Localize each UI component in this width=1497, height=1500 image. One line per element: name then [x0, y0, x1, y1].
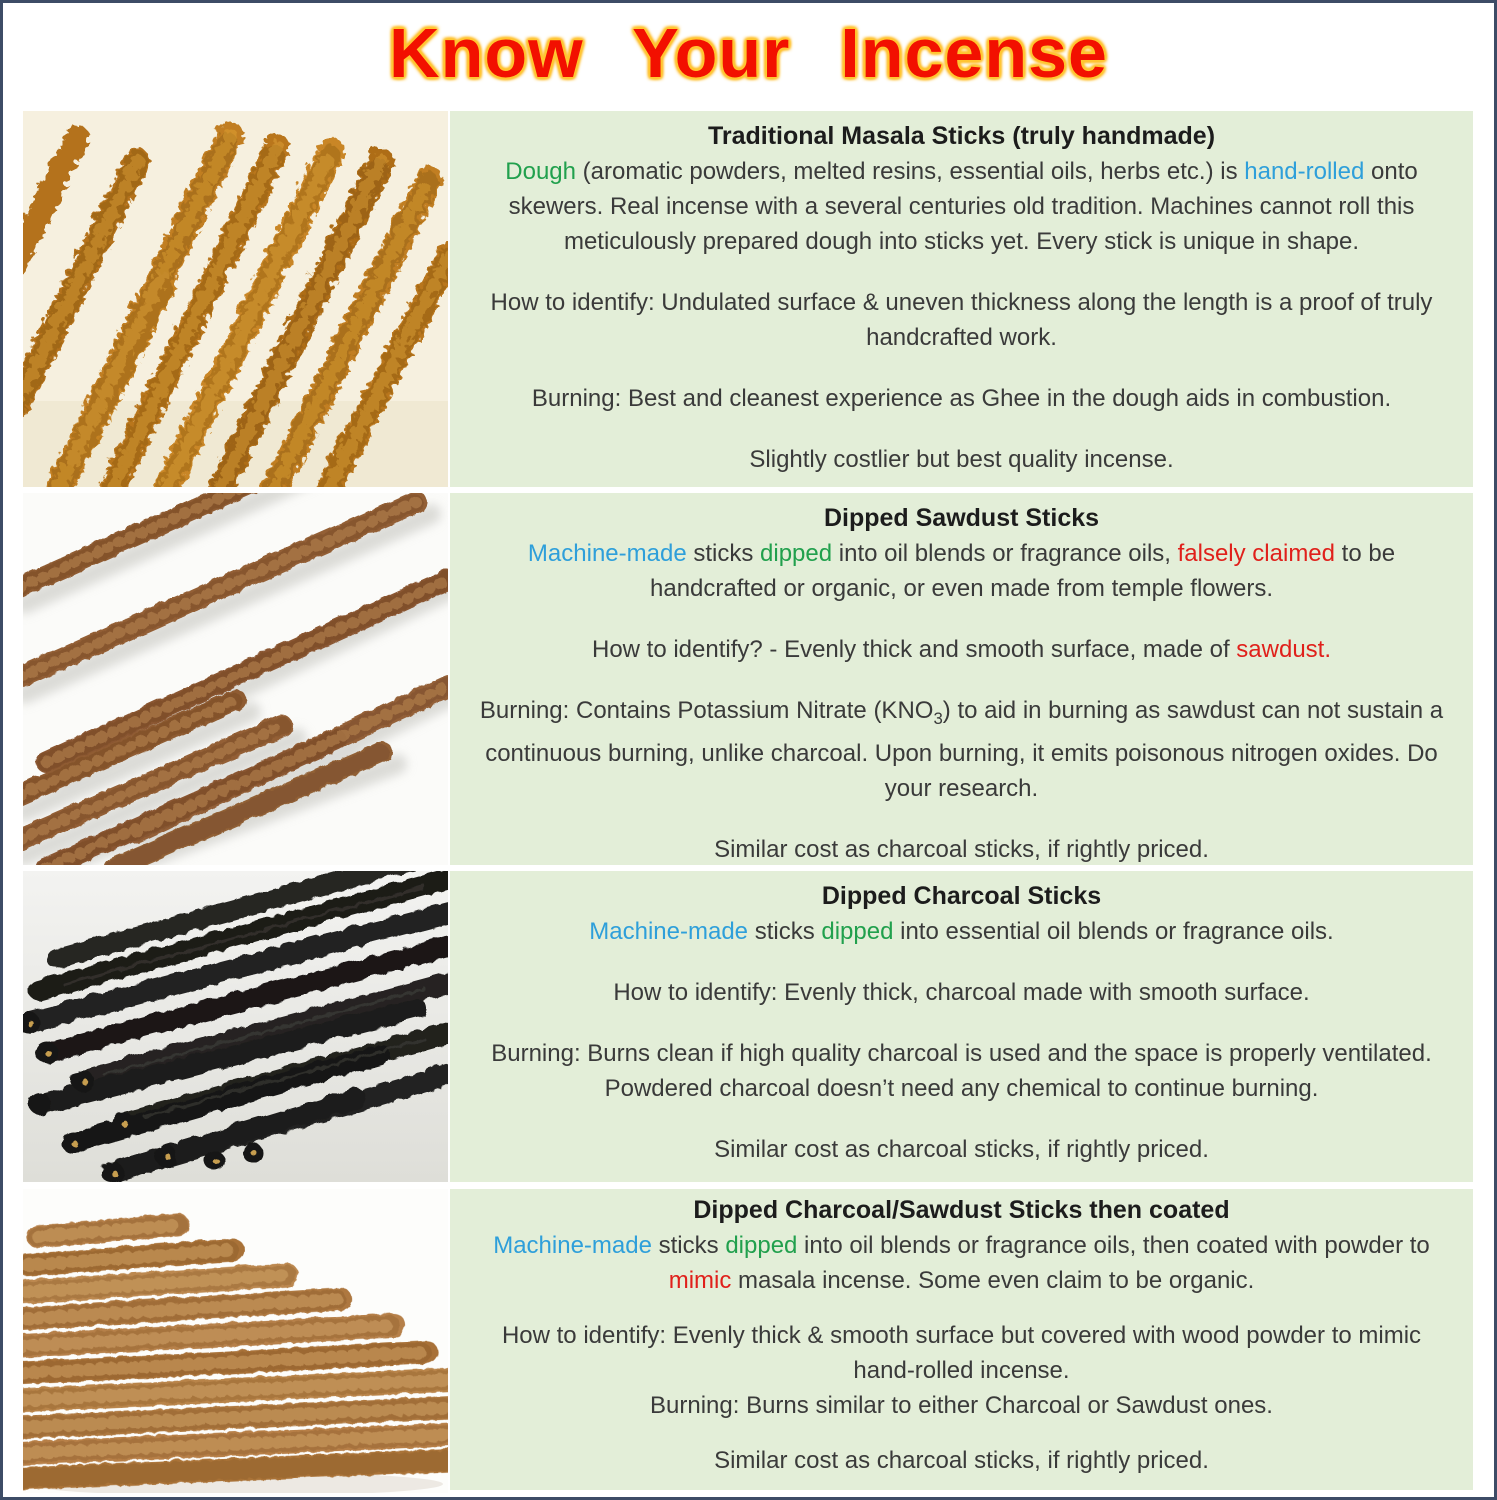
masala-paragraph-burning: Burning: Best and cleanest experience as Ghee in the dough aids in combustion. — [531, 385, 1392, 412]
coated-sticks-photo — [23, 1189, 448, 1493]
page-title: Know Your Incense — [389, 14, 1108, 92]
charcoal-paragraph-burning: Burning: Burns clean if high quality charcoal is used and the space is properly ventilated. Powdered charcoal doesn’t need any chemical to continue burning. — [491, 1040, 1432, 1102]
sawdust-sticks-photo — [23, 493, 448, 865]
charcoal-section-title: Dipped Charcoal Sticks — [821, 882, 1102, 910]
charcoal-paragraph-cost: Similar cost as charcoal sticks, if rightly priced. — [714, 1136, 1209, 1163]
charcoal-sticks-image — [23, 871, 448, 1182]
masala-sticks-photo — [23, 111, 448, 487]
coated-paragraph-identify: How to identify: Evenly thick & smooth surface but covered with wood powder to mimic hand-rolled incense. — [501, 1322, 1422, 1384]
sawdust-paragraph-description: Machine-made sticks dipped into oil blends or fragrance oils, falsely claimed to be handcrafted or organic, or even made from temple flowers. — [527, 540, 1396, 602]
sawdust-paragraph-identify: How to identify? - Evenly thick and smooth surface, made of sawdust. — [591, 636, 1332, 663]
charcoal-paragraph-identify: How to identify: Evenly thick, charcoal made with smooth surface. — [613, 979, 1310, 1006]
masala-paragraph-description: Dough (aromatic powders, melted resins, essential oils, herbs etc.) is hand-rolled onto skewers. Real incense with a several centuries old tradition. Machines cannot roll this meticulously prepared dough into sticks yet. Every stick is unique in shape. — [505, 158, 1418, 255]
masala-paragraph-cost: Slightly costlier but best quality incense. — [749, 446, 1174, 473]
masala-sticks-image — [23, 111, 448, 487]
sawdust-paragraph-burning: Burning: Contains Potassium Nitrate $(KNO_3)$ to aid in burning as sawdust can not sustain a continuous burning, unlike charcoal. Upon burning, it emits poisonous nitrogen oxides. Do your research. — [479, 697, 1444, 802]
masala-section-title: Traditional Masala Sticks (truly handmade) — [707, 122, 1216, 150]
masala-paragraph-identify: How to identify: Undulated surface & uneven thickness along the length is a proof of truly handcrafted work. — [490, 289, 1433, 351]
coated-paragraph-burning: Burning: Burns similar to either Charcoal or Sawdust ones. — [650, 1392, 1273, 1419]
coated-sticks-image — [23, 1189, 448, 1493]
sawdust-paragraph-cost: Similar cost as charcoal sticks, if rightly priced. — [714, 835, 1209, 863]
masala-info-panel — [450, 111, 1473, 487]
sawdust-info-panel — [450, 493, 1473, 865]
charcoal-paragraph-description: Machine-made sticks dipped into essential oil blends or fragrance oils. — [589, 918, 1334, 945]
sawdust-section-title: Dipped Sawdust Sticks — [823, 504, 1100, 532]
charcoal-sticks-photo — [23, 871, 448, 1182]
coated-paragraph-cost: Similar cost as charcoal sticks, if rightly priced. — [714, 1447, 1209, 1474]
coated-info-panel — [450, 1189, 1473, 1490]
coated-paragraph-description: Machine-made sticks dipped into oil blends or fragrance oils, then coated with powder to mimic masala incense. Some even claim to be organic. — [493, 1232, 1430, 1294]
sawdust-sticks-image — [23, 493, 448, 865]
coated-section-title: Dipped Charcoal/Sawdust Sticks then coated — [693, 1196, 1230, 1224]
charcoal-info-panel — [450, 871, 1473, 1182]
